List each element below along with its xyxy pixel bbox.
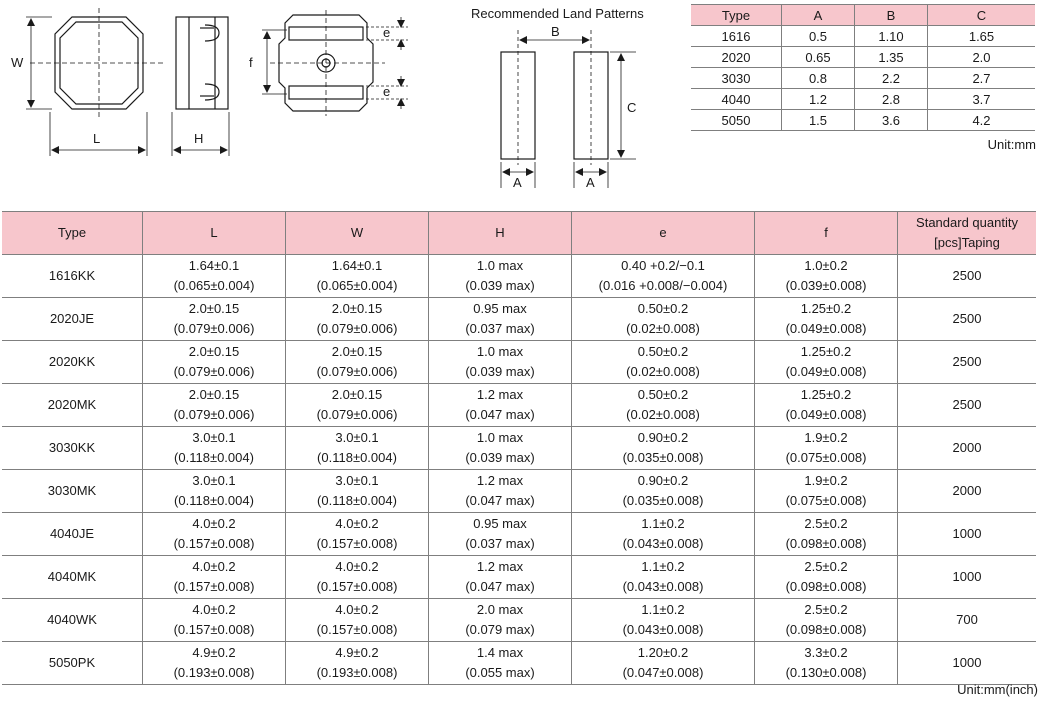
cell-e	[572, 384, 755, 427]
land-table-unit: Unit:mm	[987, 137, 1036, 152]
cell-quantity: 2500	[898, 384, 1037, 427]
land-header-b: B	[855, 5, 928, 26]
cell-l-inch: (0.079±0.006)	[173, 407, 255, 422]
header-w: W	[286, 212, 429, 255]
cell-e-mm: 0.50±0.2	[637, 344, 689, 359]
cell-w-mm: 3.0±0.1	[335, 473, 379, 488]
cell-h	[429, 556, 572, 599]
table-row	[2, 642, 1036, 685]
table-row	[2, 470, 1036, 513]
cell-h	[429, 513, 572, 556]
cell-type: 5050PK	[2, 642, 143, 685]
header-qty-line-1: Standard quantity	[916, 215, 1018, 230]
land-table-cell: 1616	[691, 26, 782, 47]
cell-h-inch: (0.047 max)	[465, 579, 535, 594]
cell-e-mm: 1.1±0.2	[641, 602, 685, 617]
cell-f-inch: (0.039±0.008)	[785, 278, 867, 293]
land-header-a: A	[782, 5, 855, 26]
cell-e-mm: 0.50±0.2	[637, 301, 689, 316]
land-label-b: B	[551, 24, 560, 39]
land-table-cell: 0.8	[782, 68, 855, 89]
cell-h-inch: (0.039 max)	[465, 450, 535, 465]
cell-l-inch: (0.157±0.008)	[173, 536, 255, 551]
cell-h-inch: (0.039 max)	[465, 278, 535, 293]
land-table-cell: 1.65	[928, 26, 1036, 47]
cell-f-inch: (0.049±0.008)	[785, 321, 867, 336]
cell-l-mm: 2.0±0.15	[188, 387, 240, 402]
cell-quantity: 2500	[898, 298, 1037, 341]
cell-w-mm: 2.0±0.15	[331, 344, 383, 359]
cell-l-mm: 3.0±0.1	[192, 430, 236, 445]
main-table-unit: Unit:mm(inch)	[957, 682, 1038, 697]
cell-f	[755, 298, 898, 341]
land-table-cell: 2.7	[928, 68, 1036, 89]
cell-l-mm: 1.64±0.1	[188, 258, 240, 273]
cell-h-inch: (0.037 max)	[465, 536, 535, 551]
header-qty-line-2: [pcs]Taping	[934, 235, 1000, 250]
cell-e-inch: (0.02±0.008)	[626, 321, 700, 336]
cell-l	[143, 556, 286, 599]
cell-l	[143, 599, 286, 642]
cell-h-mm: 1.0 max	[476, 430, 524, 445]
cell-l-inch: (0.079±0.006)	[173, 364, 255, 379]
land-table-cell: 2.2	[855, 68, 928, 89]
header-f: f	[755, 212, 898, 255]
cell-f	[755, 427, 898, 470]
cell-quantity: 700	[898, 599, 1037, 642]
cell-f-mm: 1.0±0.2	[804, 258, 848, 273]
cell-h-inch: (0.037 max)	[465, 321, 535, 336]
land-header-c: C	[928, 5, 1036, 26]
cell-w	[286, 255, 429, 298]
cell-h	[429, 427, 572, 470]
land-table-cell: 1.5	[782, 110, 855, 131]
header-e: e	[572, 212, 755, 255]
cell-w	[286, 642, 429, 685]
dim-label-e-bottom: e	[383, 84, 391, 99]
cell-l-inch: (0.157±0.008)	[173, 622, 255, 637]
land-table-cell: 3.7	[928, 89, 1036, 110]
land-header-type: Type	[691, 5, 782, 26]
cell-f-mm: 1.9±0.2	[804, 430, 848, 445]
cell-e-mm: 0.40 +0.2/−0.1	[621, 258, 705, 273]
cell-type: 2020KK	[2, 341, 143, 384]
cell-h-inch: (0.055 max)	[465, 665, 535, 680]
cell-h-mm: 0.95 max	[473, 301, 527, 316]
cell-w	[286, 470, 429, 513]
cell-f-inch: (0.049±0.008)	[785, 364, 867, 379]
cell-e-inch: (0.043±0.008)	[622, 579, 704, 594]
cell-h-mm: 1.0 max	[476, 258, 524, 273]
cell-l-inch: (0.065±0.004)	[173, 278, 255, 293]
cell-f	[755, 513, 898, 556]
cell-w-mm: 1.64±0.1	[331, 258, 383, 273]
cell-f-inch: (0.049±0.008)	[785, 407, 867, 422]
cell-type: 3030KK	[2, 427, 143, 470]
cell-l-mm: 4.9±0.2	[192, 645, 236, 660]
cell-quantity: 2000	[898, 470, 1037, 513]
cell-l	[143, 384, 286, 427]
table-row	[2, 384, 1036, 427]
cell-l	[143, 513, 286, 556]
header-l: L	[143, 212, 286, 255]
land-table-cell: 4040	[691, 89, 782, 110]
land-table-row	[691, 47, 1035, 68]
cell-w-inch: (0.157±0.008)	[316, 536, 398, 551]
cell-f-mm: 1.25±0.2	[800, 344, 852, 359]
land-pattern-drawing	[501, 30, 636, 188]
cell-f-mm: 1.25±0.2	[800, 301, 852, 316]
cell-h-mm: 2.0 max	[476, 602, 524, 617]
cell-f	[755, 470, 898, 513]
cell-f	[755, 341, 898, 384]
cell-h-inch: (0.039 max)	[465, 364, 535, 379]
cell-quantity: 2500	[898, 255, 1037, 298]
cell-f-mm: 2.5±0.2	[804, 516, 848, 531]
cell-w-mm: 4.9±0.2	[335, 645, 379, 660]
cell-e-mm: 0.50±0.2	[637, 387, 689, 402]
land-pattern-table	[691, 4, 1035, 131]
cell-quantity: 1000	[898, 513, 1037, 556]
cell-w-mm: 3.0±0.1	[335, 430, 379, 445]
dim-label-w: W	[11, 55, 24, 70]
cell-l-inch: (0.193±0.008)	[173, 665, 255, 680]
cell-e-inch: (0.043±0.008)	[622, 622, 704, 637]
cell-f-inch: (0.098±0.008)	[785, 536, 867, 551]
cell-e-mm: 1.1±0.2	[641, 516, 685, 531]
cell-e	[572, 255, 755, 298]
land-table-row	[691, 110, 1035, 131]
land-table-cell: 3030	[691, 68, 782, 89]
cell-type: 2020MK	[2, 384, 143, 427]
cell-h-mm: 1.2 max	[476, 387, 524, 402]
cell-e-mm: 0.90±0.2	[637, 430, 689, 445]
cell-e-mm: 0.90±0.2	[637, 473, 689, 488]
cell-w	[286, 513, 429, 556]
land-table-cell: 4.2	[928, 110, 1036, 131]
cell-w-inch: (0.079±0.006)	[316, 407, 398, 422]
land-table-cell: 0.65	[782, 47, 855, 68]
cell-l	[143, 427, 286, 470]
dim-label-l: L	[93, 131, 101, 146]
main-table-header-row	[2, 212, 1036, 255]
cell-quantity: 2000	[898, 427, 1037, 470]
land-table-cell: 2020	[691, 47, 782, 68]
cell-f-mm: 2.5±0.2	[804, 602, 848, 617]
land-table-row	[691, 68, 1035, 89]
cell-w-inch: (0.065±0.004)	[316, 278, 398, 293]
dim-label-e-top: e	[383, 25, 391, 40]
cell-e-mm: 1.20±0.2	[637, 645, 689, 660]
cell-w	[286, 556, 429, 599]
cell-l-mm: 4.0±0.2	[192, 602, 236, 617]
cell-h	[429, 384, 572, 427]
cell-l-mm: 4.0±0.2	[192, 559, 236, 574]
cell-e	[572, 298, 755, 341]
cell-f-mm: 2.5±0.2	[804, 559, 848, 574]
cell-l-inch: (0.079±0.006)	[173, 321, 255, 336]
cell-f-inch: (0.098±0.008)	[785, 622, 867, 637]
cell-f-inch: (0.130±0.008)	[785, 665, 867, 680]
cell-f-mm: 1.9±0.2	[804, 473, 848, 488]
cell-f	[755, 556, 898, 599]
dim-label-h: H	[194, 131, 204, 146]
cell-w-mm: 2.0±0.15	[331, 387, 383, 402]
table-row	[2, 599, 1036, 642]
cell-f-mm: 1.25±0.2	[800, 387, 852, 402]
cell-h-mm: 1.0 max	[476, 344, 524, 359]
dim-label-f: f	[249, 55, 253, 70]
cell-w	[286, 298, 429, 341]
cell-l	[143, 298, 286, 341]
cell-h	[429, 255, 572, 298]
cell-e-inch: (0.035±0.008)	[622, 450, 704, 465]
cell-e	[572, 556, 755, 599]
cell-f	[755, 642, 898, 685]
land-table-row	[691, 89, 1035, 110]
table-row	[2, 255, 1036, 298]
land-pattern-title: Recommended Land Patterns	[471, 6, 644, 21]
land-table-cell: 1.2	[782, 89, 855, 110]
cell-e-inch: (0.02±0.008)	[626, 407, 700, 422]
cell-f	[755, 599, 898, 642]
cell-w-mm: 2.0±0.15	[331, 301, 383, 316]
land-label-c: C	[627, 100, 637, 115]
cell-w	[286, 427, 429, 470]
cell-w-inch: (0.193±0.008)	[316, 665, 398, 680]
cell-quantity: 1000	[898, 556, 1037, 599]
cell-type: 3030MK	[2, 470, 143, 513]
cell-l-mm: 4.0±0.2	[192, 516, 236, 531]
cell-w	[286, 384, 429, 427]
cell-h	[429, 642, 572, 685]
land-table-row	[691, 26, 1035, 47]
land-table-cell: 0.5	[782, 26, 855, 47]
dimension-drawings	[0, 0, 700, 200]
cell-w	[286, 599, 429, 642]
dimensions-table	[2, 211, 1036, 685]
cell-e	[572, 513, 755, 556]
land-table-cell: 1.35	[855, 47, 928, 68]
cell-l-inch: (0.118±0.004)	[174, 493, 254, 508]
cell-h-mm: 0.95 max	[473, 516, 527, 531]
header-type: Type	[2, 212, 143, 255]
land-table-cell: 2.8	[855, 89, 928, 110]
cell-h-inch: (0.079 max)	[465, 622, 535, 637]
cell-type: 4040JE	[2, 513, 143, 556]
cell-f	[755, 384, 898, 427]
cell-h	[429, 470, 572, 513]
table-row	[2, 298, 1036, 341]
land-label-a-right: A	[586, 175, 595, 190]
cell-w-inch: (0.157±0.008)	[316, 579, 398, 594]
cell-h-mm: 1.4 max	[476, 645, 524, 660]
cell-e	[572, 642, 755, 685]
cell-w	[286, 341, 429, 384]
land-label-a-left: A	[513, 175, 522, 190]
cell-h-mm: 1.2 max	[476, 559, 524, 574]
cell-w-mm: 4.0±0.2	[335, 516, 379, 531]
cell-w-inch: (0.118±0.004)	[317, 493, 397, 508]
cell-h	[429, 341, 572, 384]
land-table-cell: 2.0	[928, 47, 1036, 68]
cell-w-mm: 4.0±0.2	[335, 559, 379, 574]
cell-l-inch: (0.157±0.008)	[173, 579, 255, 594]
cell-l	[143, 642, 286, 685]
cell-h-mm: 1.2 max	[476, 473, 524, 488]
cell-w-inch: (0.118±0.004)	[317, 450, 397, 465]
cell-quantity: 2500	[898, 341, 1037, 384]
cell-type: 4040WK	[2, 599, 143, 642]
cell-w-inch: (0.079±0.006)	[316, 321, 398, 336]
cell-e	[572, 599, 755, 642]
table-row	[2, 513, 1036, 556]
cell-l-mm: 2.0±0.15	[188, 344, 240, 359]
land-table-cell: 1.10	[855, 26, 928, 47]
cell-e	[572, 470, 755, 513]
cell-h-inch: (0.047 max)	[465, 407, 535, 422]
cell-l-inch: (0.118±0.004)	[174, 450, 254, 465]
cell-w-inch: (0.157±0.008)	[316, 622, 398, 637]
land-table-cell: 3.6	[855, 110, 928, 131]
cell-l-mm: 3.0±0.1	[192, 473, 236, 488]
cell-f-inch: (0.075±0.008)	[785, 493, 867, 508]
cell-e-inch: (0.02±0.008)	[626, 364, 700, 379]
cell-w-inch: (0.079±0.006)	[316, 364, 398, 379]
header-standard-quantity	[898, 212, 1037, 255]
cell-type: 4040MK	[2, 556, 143, 599]
table-row	[2, 427, 1036, 470]
cell-quantity: 1000	[898, 642, 1037, 685]
land-table-cell: 5050	[691, 110, 782, 131]
cell-l	[143, 341, 286, 384]
cell-h-inch: (0.047 max)	[465, 493, 535, 508]
cell-h	[429, 298, 572, 341]
cell-f-inch: (0.075±0.008)	[785, 450, 867, 465]
cell-f-inch: (0.098±0.008)	[785, 579, 867, 594]
table-row	[2, 341, 1036, 384]
cell-e-inch: (0.016 +0.008/−0.004)	[598, 278, 728, 293]
cell-type: 1616KK	[2, 255, 143, 298]
cell-l	[143, 255, 286, 298]
cell-e	[572, 427, 755, 470]
cell-e	[572, 341, 755, 384]
cell-e-inch: (0.035±0.008)	[622, 493, 704, 508]
cell-f-mm: 3.3±0.2	[804, 645, 848, 660]
cell-w-mm: 4.0±0.2	[335, 602, 379, 617]
cell-l-mm: 2.0±0.15	[188, 301, 240, 316]
cell-e-inch: (0.047±0.008)	[622, 665, 704, 680]
table-row	[2, 556, 1036, 599]
cell-e-inch: (0.043±0.008)	[622, 536, 704, 551]
cell-f	[755, 255, 898, 298]
land-table-header-row	[691, 5, 1035, 26]
cell-h	[429, 599, 572, 642]
cell-e-mm: 1.1±0.2	[641, 559, 685, 574]
header-h: H	[429, 212, 572, 255]
cell-l	[143, 470, 286, 513]
cell-type: 2020JE	[2, 298, 143, 341]
